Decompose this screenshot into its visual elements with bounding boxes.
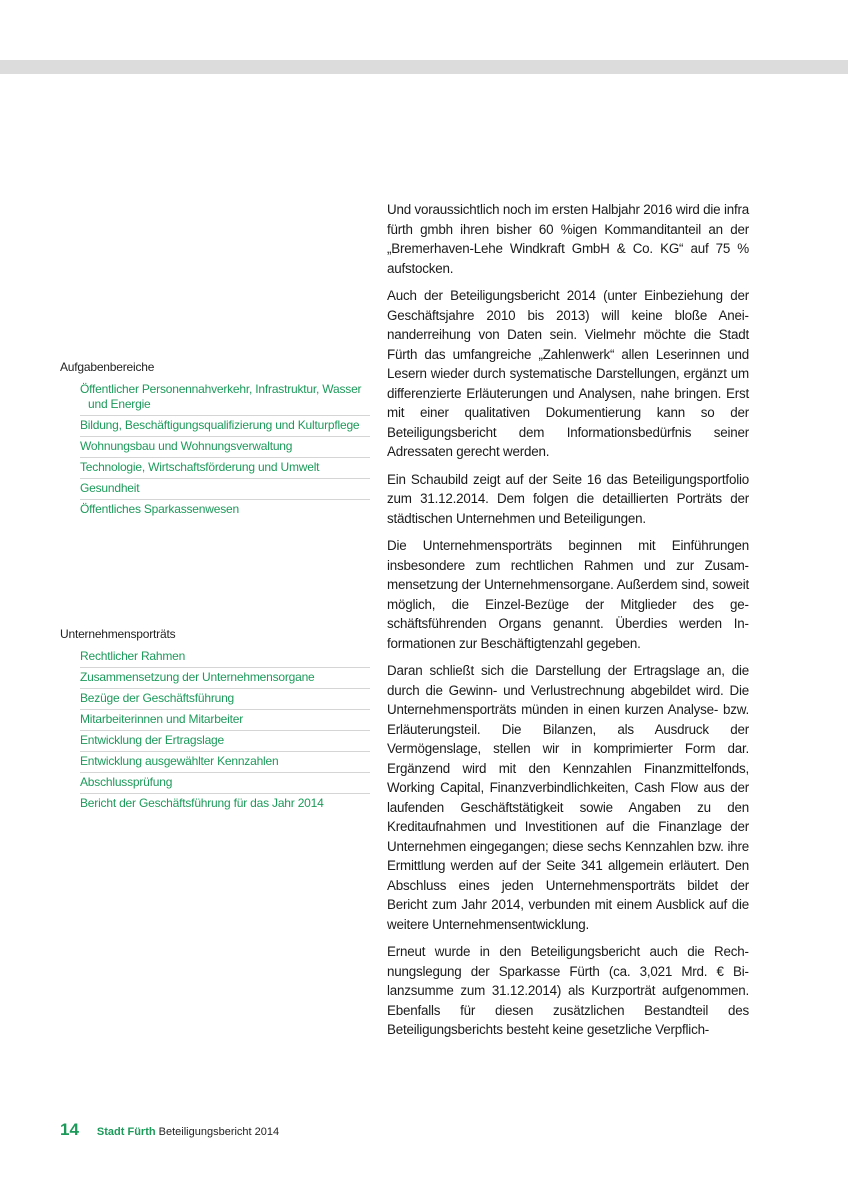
main-body-text <box>387 200 749 1048</box>
paragraph: Auch der Beteiligungsbericht 2014 (unter Einbeziehung der Geschäftsjahre 2010 bis 2013) will keine bloße Aneinanderreihung von Daten sein. Vielmehr möchte die Stadt Fürth das umfangreiche „Zahlenwerk“ allen Leserinnen und Lesern wieder durch systematische Darstellungen, ergänzt um differenzierte Erläuterungen und Analysen, nahe bringen. Erst mit einer qualitativen Dokumentierung kann so der Beteiligungsbericht dem Informationsbedürfnis seiner Adressaten gerecht werden. <box>387 288 749 459</box>
sidebar-heading-aufgabenbereiche: Aufgabenbereiche <box>60 360 155 374</box>
list-item: Entwicklung der Ertragslage <box>80 731 370 752</box>
list-item: Gesundheit <box>80 479 370 500</box>
list-item: Wohnungsbau und Wohnungsverwaltung <box>80 437 370 458</box>
list-item: Entwicklung ausgewählter Kennzahlen <box>80 752 370 773</box>
paragraph: Die Unternehmensporträts beginnen mit Einführungen insbesondere zum rechtlichen Rahmen und zur Zusammensetzung der Unternehmensorgane. Außerdem sind, soweit möglich, die Einzel-Bezüge der Mitglieder des geschäftsführenden Organs genannt. Überdies werden Informationen zur Beschäftigtenzahl gegeben. <box>387 538 749 651</box>
unternehmensportraets-list <box>60 647 370 814</box>
page-footer <box>60 1120 279 1142</box>
list-item: Bildung, Beschäftigungsqualifizierung und Kulturpflege <box>80 416 370 437</box>
list-item: Öffentliches Sparkassenwesen <box>80 502 239 516</box>
list-item: Bezüge der Geschäftsführung <box>80 689 370 710</box>
footer-title <box>97 1126 279 1138</box>
footer-brand: Stadt Fürth <box>96 1126 156 1138</box>
footer-report-title: Beteiligungsbericht 2014 <box>158 1126 280 1138</box>
list-item: Mitarbeiterinnen und Mitarbeiter <box>80 710 370 731</box>
sidebar-heading-unternehmensportraets: Unternehmensporträts <box>60 627 176 641</box>
sidebar-unternehmensportraets <box>60 627 370 814</box>
paragraph: Ein Schaubild zeigt auf der Seite 16 das Beteiligungsportfolio zum 31.12.2014. Dem folgen die detaillierten Porträts der städtischen Unternehmen und Beteiligungen. <box>387 471 749 526</box>
list-item: Abschlussprüfung <box>80 773 370 794</box>
list-item: Öffentlicher Personennahverkehr, Infrastruktur, Wasser und Energie <box>80 380 370 416</box>
page-number: 14 <box>60 1120 79 1139</box>
paragraph: Daran schließt sich die Darstellung der Ertragslage an, die durch die Gewinn- und Verlustrechnung abgebildet wird. Die Unternehmensporträts münden in einen kurzen Analyse- bzw. Erläuterungsteil. Die Bilanzen, als Ausdruck der Vermögenslage, stellen wir in komprimierter Form dar. Ergänzend wird mit den Kennzahlen Finanzmittelfonds, Working Capital, Finanzverbindlichkeiten, Cash Flow aus der laufenden Geschäftstätigkeit sowie Angaben zu den Kreditaufnahmen und Investitionen auf die Finanzlage der Unternehmen eingegangen; diese sechs Kennzahlen bzw. ihre Ermittlung werden auf der Seite 341 allgemein erläutert. Den Abschluss eines jeden Unternehmensporträts bildet der Bericht zum Jahr 2014, verbunden mit einem Ausblick auf die weitere Unternehmensentwicklung. <box>387 663 749 932</box>
list-item: Zusammensetzung der Unternehmensorgane <box>80 668 370 689</box>
paragraph: Erneut wurde in den Beteiligungsbericht auch die Rechnungslegung der Sparkasse Fürth (ca. 3,021 Mrd. € Bilanzsumme zum 31.12.2014) als Kurzporträt aufgenommen. Ebenfalls für diesen zusätzlichen Bestandteil des Beteiligungsberichts besteht keine gesetzliche Verpflich- <box>387 944 749 1037</box>
paragraph: Und voraussichtlich noch im ersten Halbjahr 2016 wird die infra fürth gmbh ihren bisher 60 %igen Kommanditanteil an der „Bremerhaven-Lehe Windkraft GmbH & Co. KG“ auf 75 % aufstocken. <box>387 202 749 276</box>
top-gray-bar <box>0 60 848 74</box>
list-item: Rechtlicher Rahmen <box>80 647 370 668</box>
list-item: Bericht der Geschäftsführung für das Jahr 2014 <box>80 796 324 810</box>
sidebar-aufgabenbereiche <box>60 360 370 520</box>
list-item: Technologie, Wirtschaftsförderung und Umwelt <box>80 458 370 479</box>
aufgabenbereiche-list <box>60 380 370 520</box>
